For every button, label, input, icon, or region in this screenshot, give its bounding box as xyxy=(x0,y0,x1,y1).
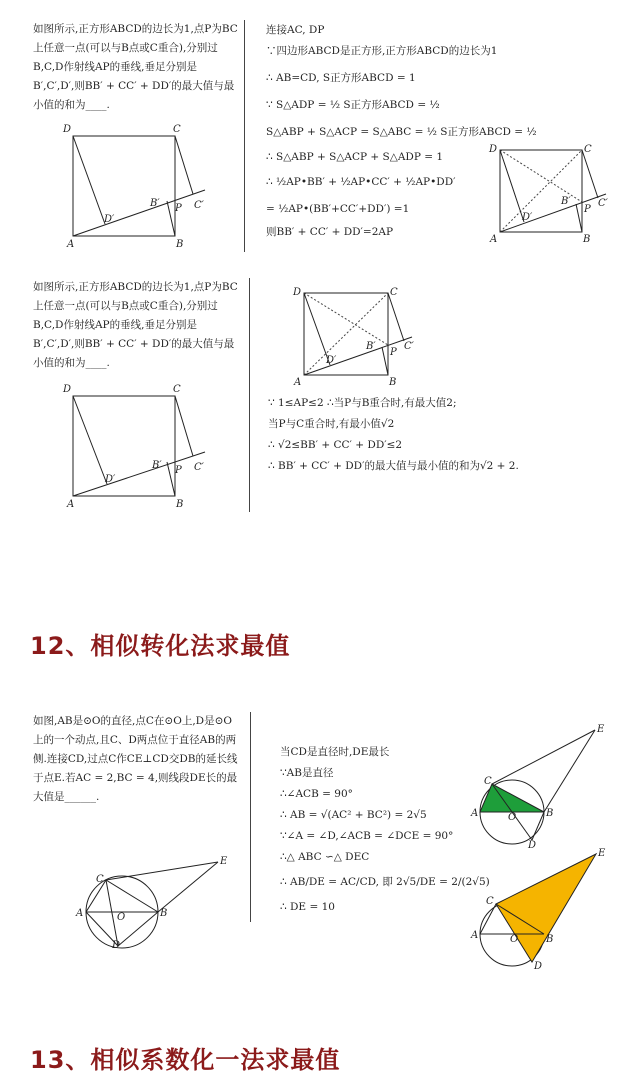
square-figure-3 xyxy=(55,378,225,513)
label-Bprime: B′ xyxy=(366,341,376,352)
solution-1-line: ∴ ½AP•BB′ + ½AP•CC′ + ½AP•DD′ xyxy=(266,176,456,188)
solution-3-line: 当CD是直径时,DE最长 xyxy=(280,746,390,758)
label-D: D xyxy=(63,124,72,135)
label-D: D xyxy=(534,961,543,972)
solution-3-line: ∴△ ABC ∽△ DEC xyxy=(280,851,370,863)
question-text-2: 如图所示,正方形ABCD的边长为1,点P为BC上任意一点(可以与B点或C重合),分别过B,C,D作射线AP的垂线,垂足分别是B′,C′,D′,则BB′ + CC′ + DD′的最大值与最小值的和为____. xyxy=(33,281,238,369)
solution-1-line: ∵ S△ADP = ½ S正方形ABCD = ½ xyxy=(266,99,440,111)
label-D: D xyxy=(112,940,121,950)
divider-1 xyxy=(244,20,245,252)
question-text-1: 如图所示,正方形ABCD的边长为1,点P为BC上任意一点(可以与B点或C重合),分别过B,C,D作射线AP的垂线,垂足分别是B′,C′,D′,则BB′ + CC′ + DD′的最大值与最小值的和为____. xyxy=(33,23,238,111)
label-C: C xyxy=(584,144,592,155)
label-A: A xyxy=(76,908,84,919)
circle-figure-green xyxy=(470,722,620,852)
label-B: B xyxy=(546,808,554,819)
label-P: P xyxy=(175,465,182,476)
label-O: O xyxy=(508,812,517,823)
label-Dprime: D′ xyxy=(104,214,115,225)
label-E: E xyxy=(220,856,228,867)
label-A: A xyxy=(67,499,75,510)
square-figure-1 xyxy=(55,118,225,253)
question-text-3: 如图,AB是⊙O的直径,点C在⊙O上,D是⊙O上的一个动点,且C、D两点位于直径AB的两侧.连接CD,过点C作CE⊥CD交DB的延长线于点E.若AC = 2,BC = 4,则线段DE长的最大值是______. xyxy=(33,715,238,803)
label-P: P xyxy=(584,204,591,215)
label-C: C xyxy=(96,874,104,885)
label-B: B xyxy=(160,908,168,919)
label-Dprime: D′ xyxy=(326,355,337,366)
solution-3-line: ∵AB是直径 xyxy=(280,767,334,779)
label-C: C xyxy=(173,124,181,135)
solution-2-line: 当P与C重合时,有最小值√2 xyxy=(268,418,395,430)
label-Bprime: B′ xyxy=(561,196,571,207)
label-A: A xyxy=(67,239,75,250)
label-E: E xyxy=(597,724,605,735)
solution-3 xyxy=(280,742,490,918)
solution-3-line: ∵∠A = ∠D,∠ACB = ∠DCE = 90° xyxy=(280,830,454,842)
solution-3-line: ∴∠ACB = 90° xyxy=(280,788,353,800)
solution-2-line: ∵ 1≤AP≤2 ∴当P与B重合时,有最大值2; xyxy=(268,397,457,409)
solution-1-line: 则BB′ + CC′ + DD′=2AP xyxy=(266,226,394,238)
label-Cprime: C′ xyxy=(404,341,414,352)
label-A: A xyxy=(490,234,498,245)
square-figure-4 xyxy=(290,283,420,393)
divider-3 xyxy=(250,712,251,922)
label-Dprime: D′ xyxy=(522,212,533,223)
solution-1-line: S△ABP + S△ACP = S△ABC = ½ S正方形ABCD = ½ xyxy=(266,126,537,138)
solution-1-line: = ½AP•(BB′+CC′+DD′) =1 xyxy=(266,203,410,215)
label-A: A xyxy=(471,930,479,941)
label-B: B xyxy=(389,377,397,388)
solution-2-line: ∴ √2≤BB′ + CC′ + DD′≤2 xyxy=(268,439,403,451)
label-B: B xyxy=(583,234,591,245)
label-C: C xyxy=(484,776,492,787)
label-B: B xyxy=(546,934,554,945)
label-D: D xyxy=(293,287,302,298)
solution-3-line: ∴ DE = 10 xyxy=(280,901,335,913)
label-Cprime: C′ xyxy=(194,200,204,211)
label-C: C xyxy=(486,896,494,907)
label-C: C xyxy=(390,287,398,298)
label-D: D xyxy=(63,384,72,395)
label-P: P xyxy=(175,203,182,214)
circle-figure-1 xyxy=(72,850,237,950)
label-A: A xyxy=(471,808,479,819)
label-Cprime: C′ xyxy=(598,198,608,209)
section-heading-13: 13、相似系数化一法求最值 xyxy=(30,1046,341,1074)
square-figure-2 xyxy=(486,138,616,248)
label-O: O xyxy=(510,934,519,945)
solution-3-line: ∴ AB = √(AC² + BC²) = 2√5 xyxy=(280,809,427,821)
section-heading-12: 12、相似转化法求最值 xyxy=(30,632,291,660)
label-P: P xyxy=(390,347,397,358)
label-D: D xyxy=(528,840,537,851)
solution-1-line: 连接AC, DP xyxy=(266,24,325,36)
label-B: B xyxy=(176,239,184,250)
label-Bprime: B′ xyxy=(150,198,160,209)
label-C: C xyxy=(173,384,181,395)
label-D: D xyxy=(489,144,498,155)
solution-2-line: ∴ BB′ + CC′ + DD′的最大值与最小值的和为√2 + 2. xyxy=(268,460,519,472)
solution-1-line: ∴ AB=CD, S正方形ABCD = 1 xyxy=(266,72,416,84)
label-A: A xyxy=(294,377,302,388)
label-Dprime: D′ xyxy=(105,474,116,485)
solution-3-line: ∴ AB/DE = AC/CD, 即 2√5/DE = 2/(2√5) xyxy=(280,876,490,888)
divider-2 xyxy=(249,278,250,512)
label-O: O xyxy=(117,912,126,923)
circle-figure-orange xyxy=(470,844,620,972)
label-B: B xyxy=(176,499,184,510)
label-E: E xyxy=(598,848,606,859)
solution-1-line: ∵四边形ABCD是正方形,正方形ABCD的边长为1 xyxy=(266,45,498,57)
label-Bprime: B′ xyxy=(152,460,162,471)
solution-2 xyxy=(268,393,519,477)
label-Cprime: C′ xyxy=(194,462,204,473)
solution-1-line: ∴ S△ABP + S△ACP + S△ADP = 1 xyxy=(266,151,444,163)
